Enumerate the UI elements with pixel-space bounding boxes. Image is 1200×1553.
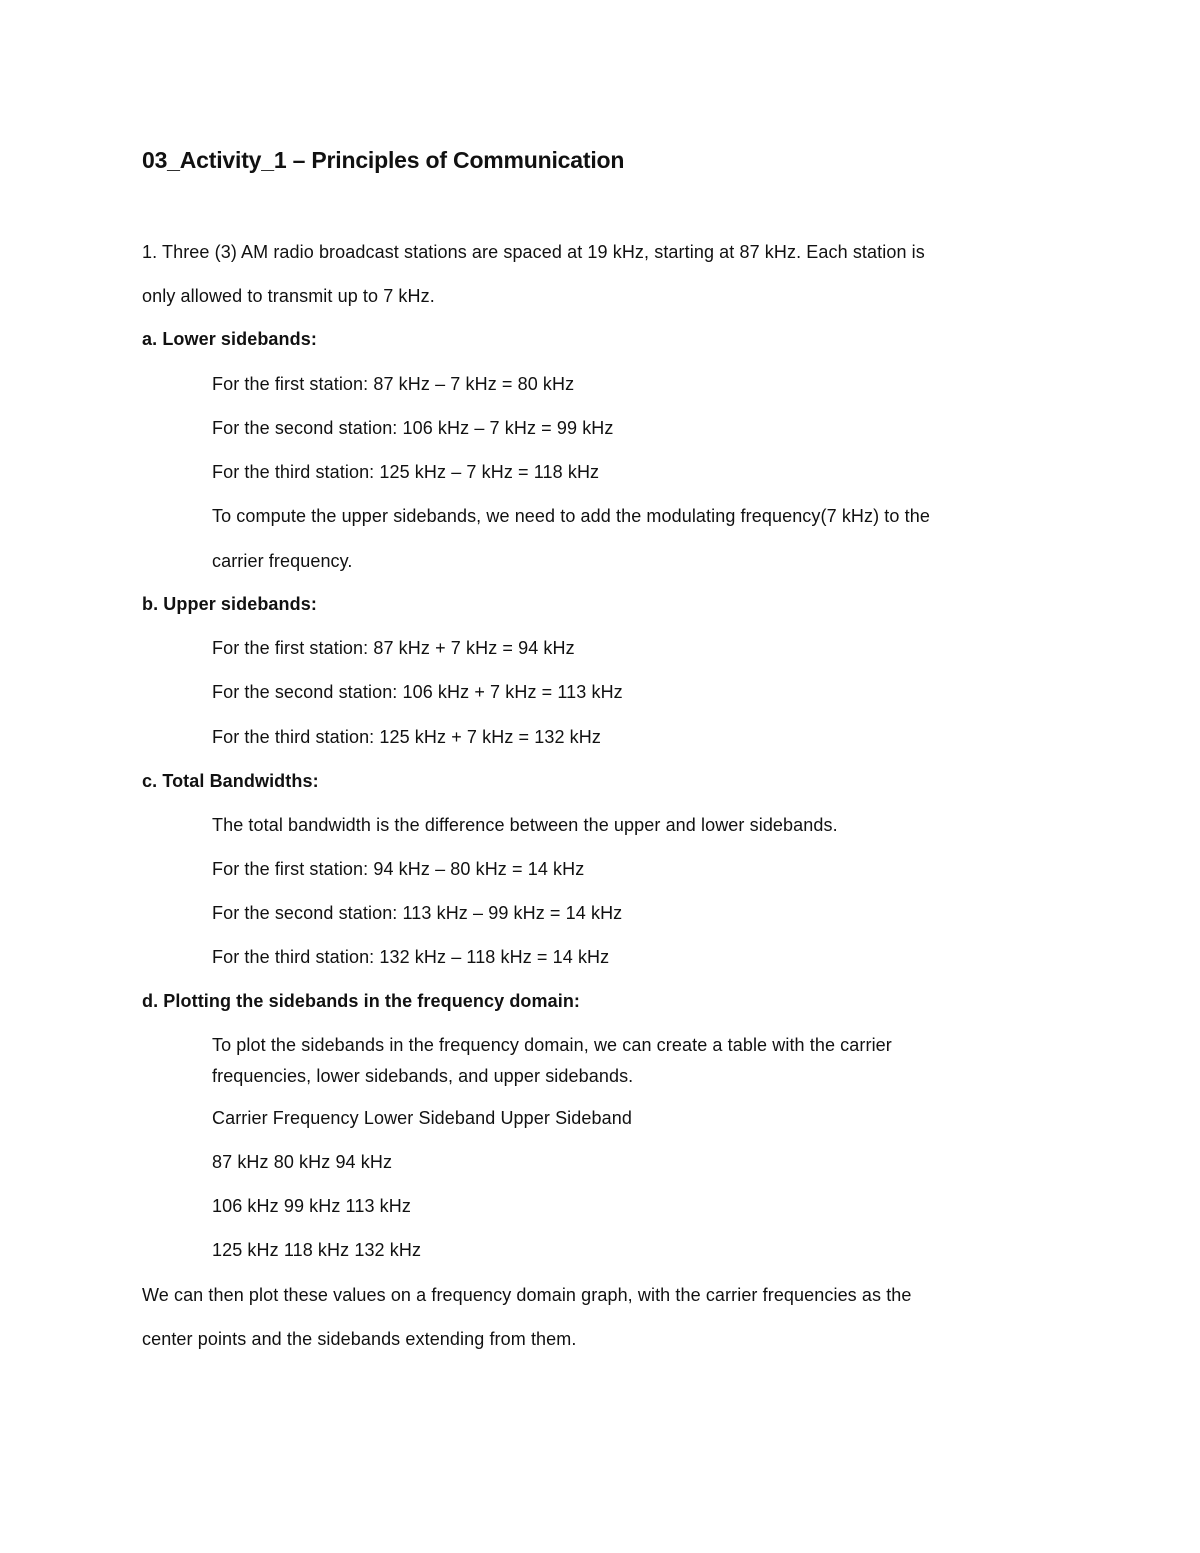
problem-statement-line-1: 1. Three (3) AM radio broadcast stations are spaced at 19 kHz, starting at 87 kHz. Each station is: [142, 242, 925, 262]
table-header-line: Carrier Frequency Lower Sideband Upper Sideband: [212, 1108, 632, 1128]
section-b-line: For the first station: 87 kHz + 7 kHz = 94 kHz: [212, 638, 575, 658]
section-b-heading: b. Upper sidebands:: [142, 594, 317, 614]
document-title: 03_Activity_1 – Principles of Communication: [142, 147, 625, 173]
section-c-line: For the first station: 94 kHz – 80 kHz = 14 kHz: [212, 859, 585, 879]
table-row-line: 87 kHz 80 kHz 94 kHz: [212, 1152, 393, 1172]
section-a-line: For the second station: 106 kHz – 7 kHz = 99 kHz: [212, 418, 614, 438]
section-d-intro-line-1: To plot the sidebands in the frequency domain, we can create a table with the carrier: [212, 1035, 892, 1055]
section-c-line: The total bandwidth is the difference between the upper and lower sidebands.: [212, 815, 838, 835]
section-d-heading: d. Plotting the sidebands in the frequency domain:: [142, 991, 581, 1011]
section-c-line: For the third station: 132 kHz – 118 kHz = 14 kHz: [212, 947, 610, 967]
conclusion-line-1: We can then plot these values on a frequency domain graph, with the carrier frequencies as the: [142, 1285, 912, 1305]
section-a-heading: a. Lower sidebands:: [142, 329, 317, 349]
table-row-line: 125 kHz 118 kHz 132 kHz: [212, 1240, 422, 1260]
section-d-intro-line-2: frequencies, lower sidebands, and upper sidebands.: [212, 1066, 634, 1086]
section-b-line: For the third station: 125 kHz + 7 kHz = 132 kHz: [212, 727, 601, 747]
section-a-line: For the first station: 87 kHz – 7 kHz = 80 kHz: [212, 374, 575, 394]
section-a-line: For the third station: 125 kHz – 7 kHz = 118 kHz: [212, 462, 600, 482]
conclusion-line-2: center points and the sidebands extending from them.: [142, 1329, 577, 1349]
table-row-line: 106 kHz 99 kHz 113 kHz: [212, 1196, 411, 1216]
problem-statement-line-2: only allowed to transmit up to 7 kHz.: [142, 286, 435, 306]
section-a-line: To compute the upper sidebands, we need to add the modulating frequency(7 kHz) to the: [212, 506, 930, 526]
section-c-line: For the second station: 113 kHz – 99 kHz = 14 kHz: [212, 903, 623, 923]
section-b-line: For the second station: 106 kHz + 7 kHz = 113 kHz: [212, 682, 623, 702]
section-a-line: carrier frequency.: [212, 551, 353, 571]
section-c-heading: c. Total Bandwidths:: [142, 771, 319, 791]
